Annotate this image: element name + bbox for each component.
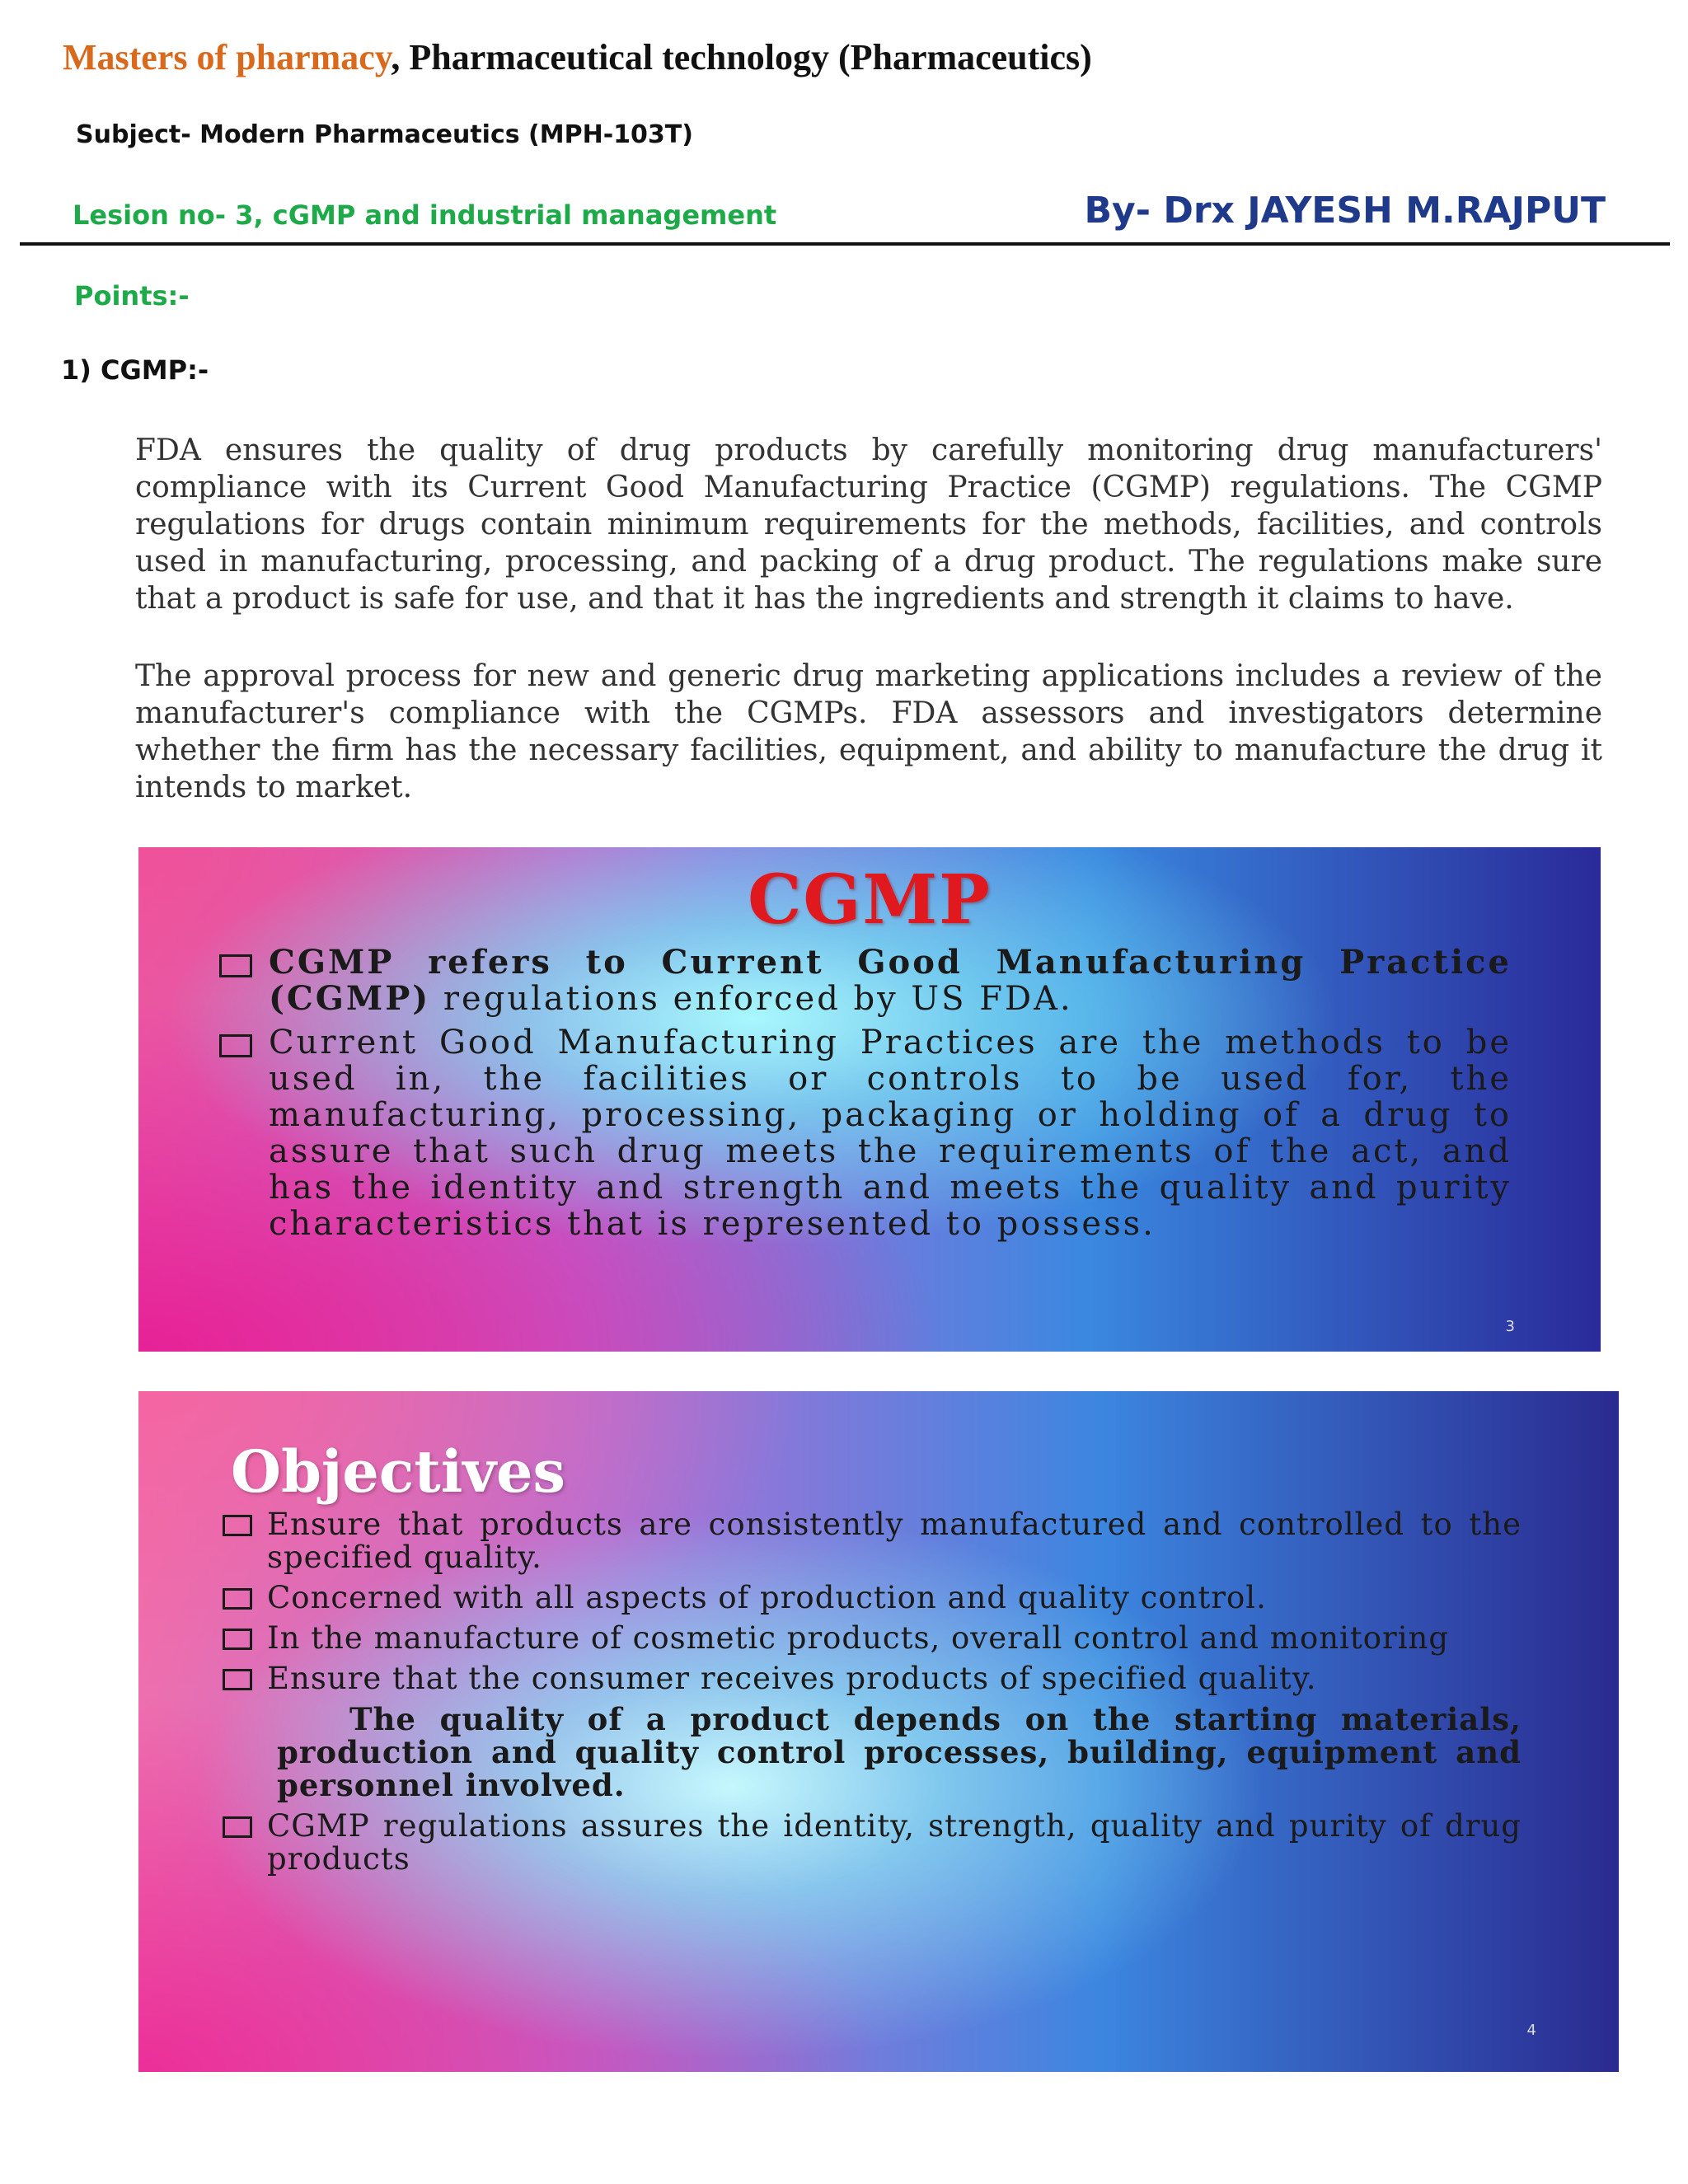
slide-bullet	[223, 1810, 1522, 1876]
program-title: , Pharmaceutical technology (Pharmaceutics)	[391, 37, 1092, 77]
slide-bullet	[223, 1662, 1522, 1695]
author-name: By- Drx JAYESH M.RAJPUT	[1084, 190, 1606, 232]
paragraph-cgmp-intro: FDA ensures the quality of drug products by carefully monitoring drug manufacturers' compliance with its Current Good Manufacturing Practice (CGMP) regulations. The CGMP regulations for drugs contain minimum requirements for the methods, facilities, and controls used in manufacturing, processing, and packing of a drug product. The regulations make sure that a product is safe for use, and that it has the ingredients and strength it claims to have.	[135, 434, 1602, 616]
bullet-text: regulations enforced by US FDA.	[430, 980, 1073, 1018]
paragraph-approval-process: The approval process for new and generic drug marketing applications includes a review of the manufacturer's compliance with the CGMPs. FDA assessors and investigators determine whether the firm has the necessary facilities, equipment, and ability to manufacture the drug it intends to market.	[135, 659, 1602, 804]
slide-page-number: 4	[1526, 2022, 1536, 2039]
document-title	[63, 36, 1092, 78]
checkbox-bullet-icon	[223, 1588, 252, 1610]
checkbox-bullet-icon	[223, 1629, 252, 1650]
slide-objectives	[138, 1391, 1619, 2072]
bullet-text: Ensure that the consumer receives products of specified quality.	[267, 1661, 1317, 1696]
bullet-text: Ensure that products are consistently manufactured and controlled to the specified quality.	[267, 1507, 1522, 1575]
bullet-text: Concerned with all aspects of production and quality control.	[267, 1580, 1267, 1615]
slide-cgmp	[138, 847, 1601, 1352]
header-divider	[20, 242, 1670, 246]
slide-bullet	[223, 1508, 1522, 1574]
bullet-text: Current Good Manufacturing Practices are the methods to be used in, the facilities or controls to be used for, the manufacturing, processing, packaging or holding of a drug to assure that such drug meets the requirements of the act, and has the identity and strength and meets the quality and purity characteristics that is represented to possess.	[269, 1024, 1512, 1243]
quality-note: The quality of a product depends on the starting materials, production and quality control processes, building, equipment and personnel involved.	[277, 1701, 1522, 1803]
section-heading: 1) CGMP:-	[61, 354, 209, 386]
slide-body	[223, 1508, 1522, 1883]
points-label: Points:-	[74, 280, 190, 312]
slide-body	[218, 944, 1512, 1249]
slide-bullet	[223, 1582, 1522, 1615]
degree-title: Masters of pharmacy	[63, 37, 392, 77]
checkbox-bullet-icon	[223, 1816, 252, 1838]
slide-bullet	[223, 1622, 1522, 1655]
bullet-bold-text: CGMP refers to Current Good Manufacturing Practice (CGMP)	[269, 943, 1512, 1018]
checkbox-bullet-icon	[219, 1034, 252, 1057]
slide-title: Objectives	[231, 1437, 565, 1506]
slide-title: CGMP	[748, 860, 992, 940]
bullet-text: CGMP regulations assures the identity, strength, quality and purity of drug products	[267, 1808, 1522, 1877]
subject-line: Subject- Modern Pharmaceutics (MPH-103T)	[76, 120, 693, 149]
lesson-title: Lesion no- 3, cGMP and industrial management	[73, 199, 777, 231]
slide-page-number: 3	[1505, 1318, 1515, 1335]
bullet-text: In the manufacture of cosmetic products, overall control and monitoring	[267, 1620, 1450, 1656]
checkbox-bullet-icon	[219, 954, 252, 977]
slide-bullet	[218, 944, 1512, 1017]
slide-bullet	[218, 1024, 1512, 1242]
checkbox-bullet-icon	[223, 1669, 252, 1690]
checkbox-bullet-icon	[223, 1515, 252, 1536]
